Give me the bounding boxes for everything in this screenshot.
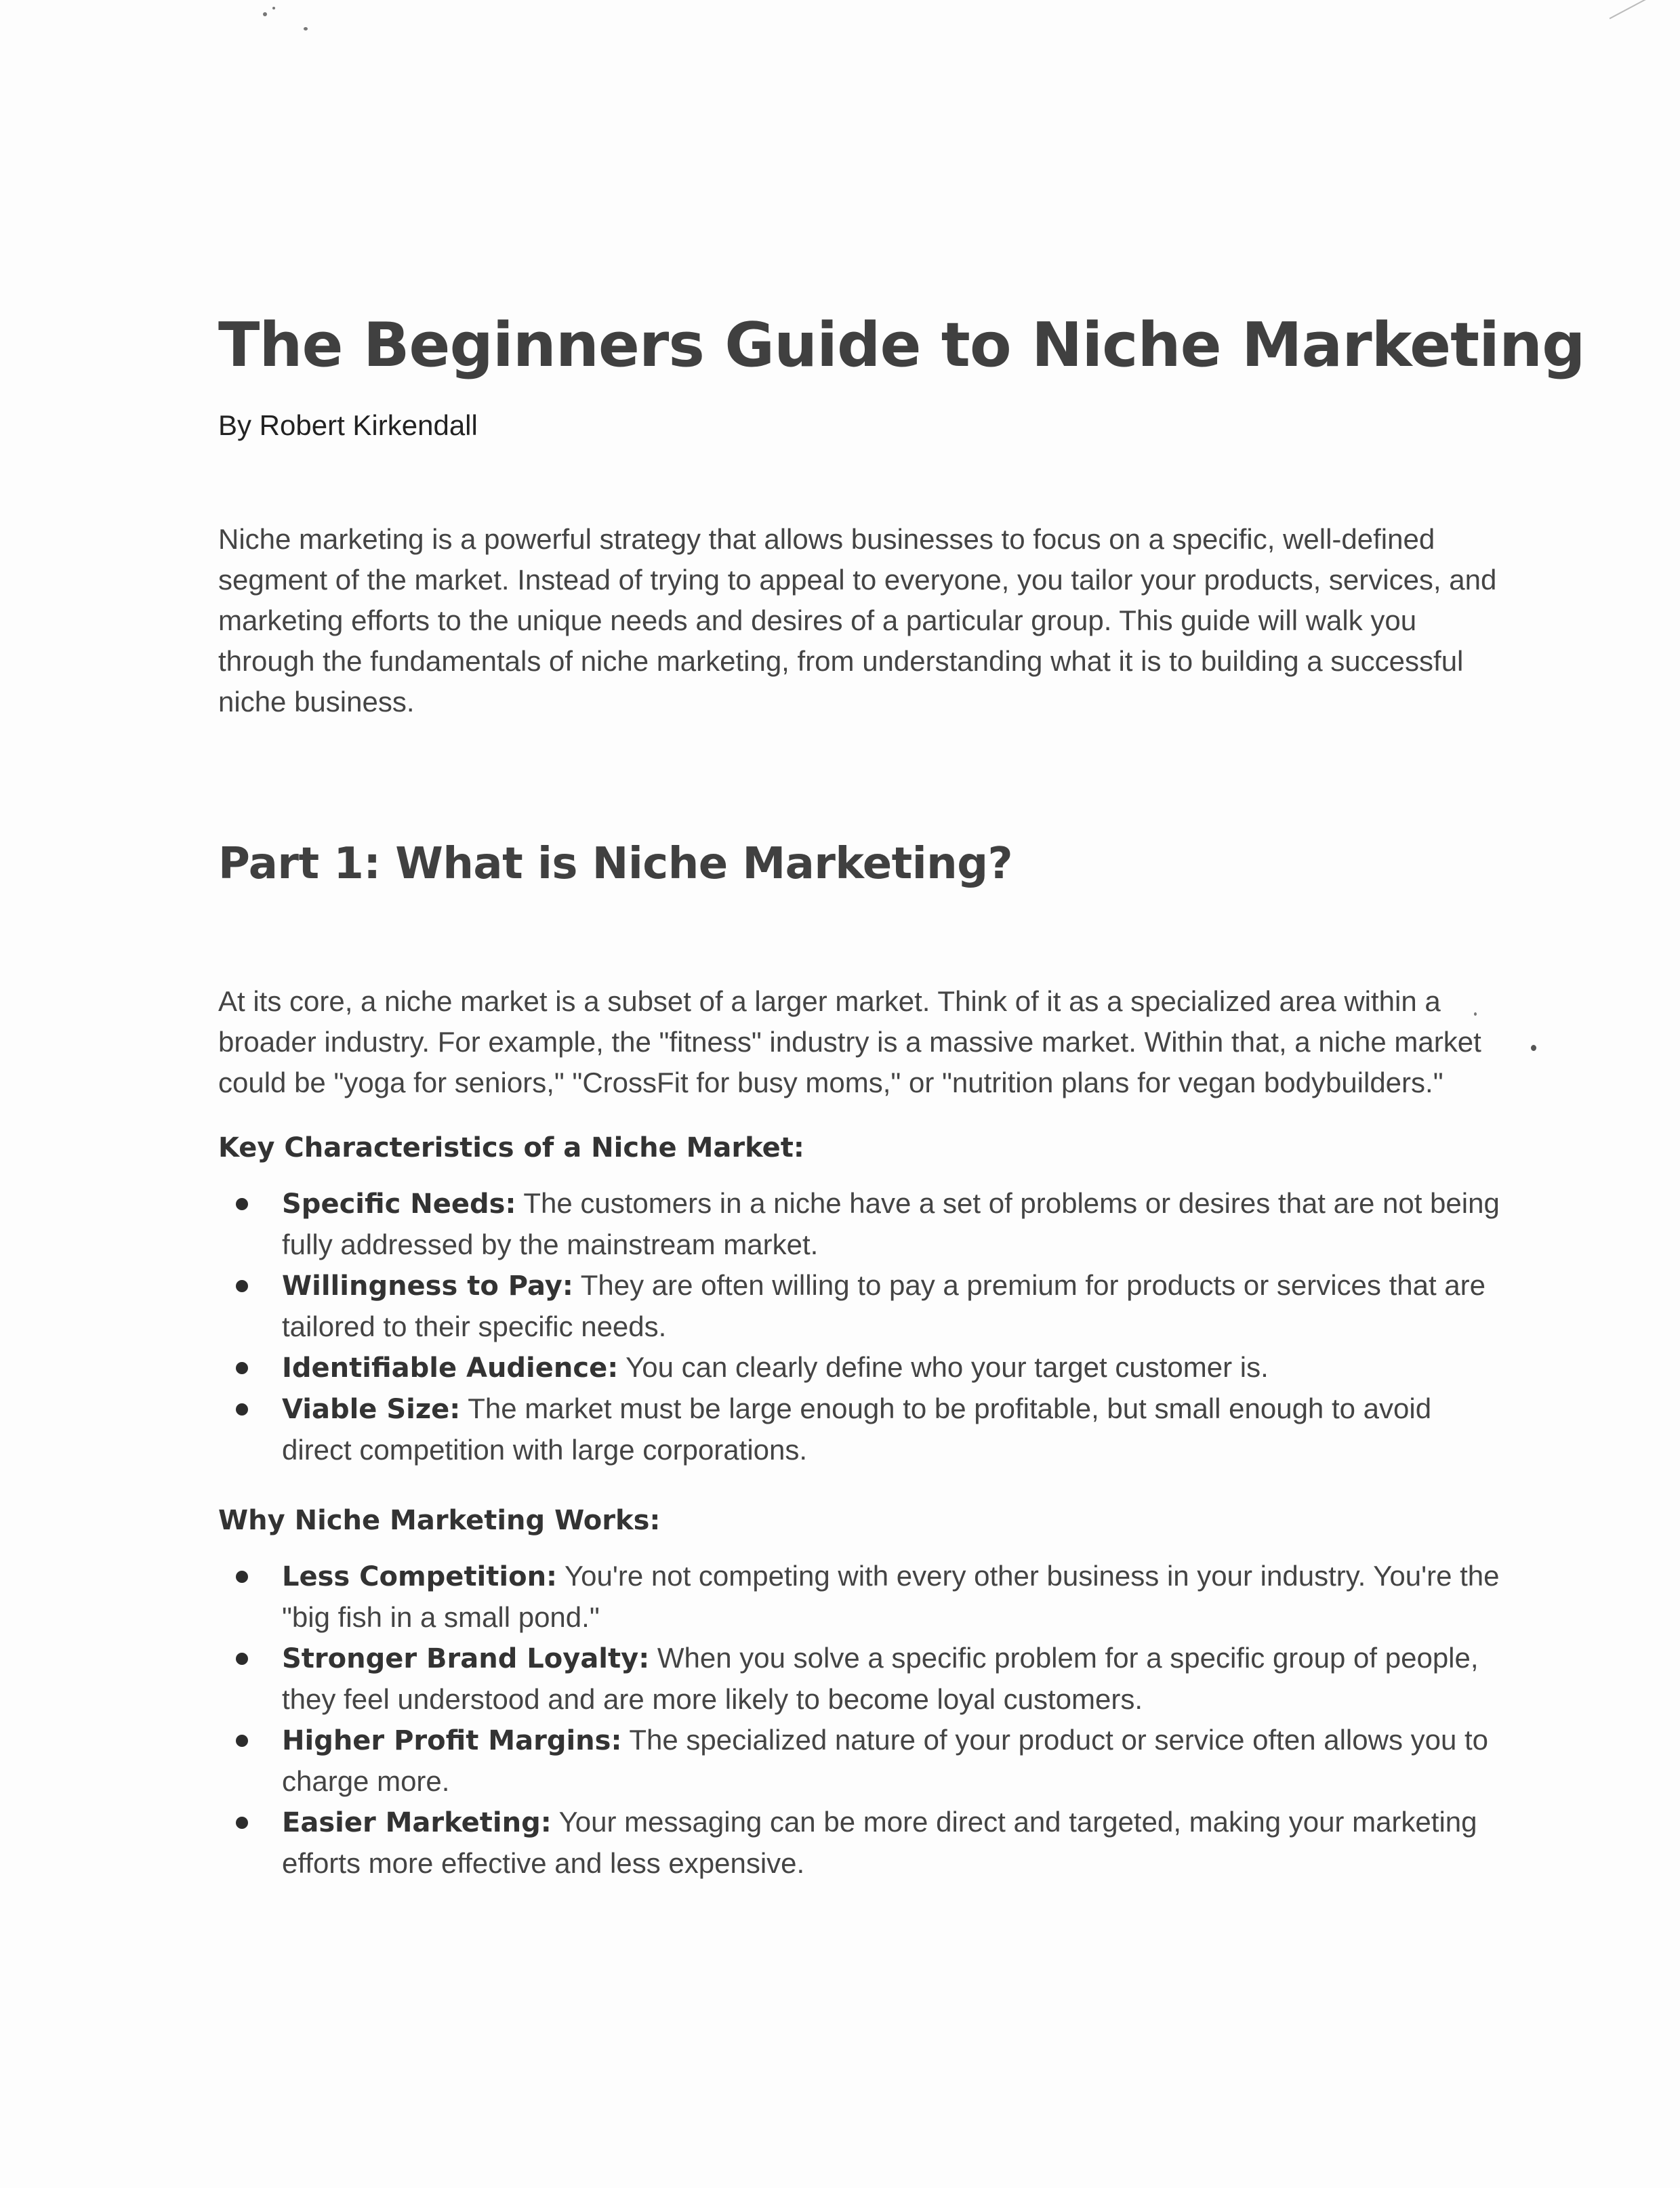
part1-paragraph: At its core, a niche market is a subset of a larger market. Think of it as a specialized area within a broader industry. For example, the "fitness" industry is a massive market. Within that, a niche market could be "yoga for seniors," "CrossFit for busy moms," or "nutrition plans for vegan bodybuilders." bbox=[218, 985, 1481, 1098]
bullet-icon bbox=[236, 1198, 248, 1210]
scan-speck bbox=[263, 12, 267, 16]
bullet-icon bbox=[236, 1817, 248, 1829]
why-heading: Why Niche Marketing Works: bbox=[218, 1505, 661, 1536]
list-item bbox=[218, 1265, 1506, 1347]
list-item-term: Specific Needs: bbox=[282, 1189, 516, 1220]
list-item-term: Identifiable Audience: bbox=[282, 1353, 619, 1384]
list-item-term: Willingness to Pay: bbox=[282, 1271, 573, 1302]
document-title: The Beginners Guide to Niche Marketing bbox=[218, 310, 1585, 381]
list-item-term: Stronger Brand Loyalty: bbox=[282, 1643, 650, 1674]
list-item bbox=[218, 1802, 1506, 1884]
list-item bbox=[218, 1720, 1506, 1802]
list-item bbox=[218, 1556, 1506, 1638]
list-item-term: Less Competition: bbox=[282, 1561, 558, 1592]
list-item-text: They are often willing to pay a premium for products or services that are tailored to their specific needs. bbox=[282, 1269, 1486, 1342]
part1-heading: Part 1: What is Niche Marketing? bbox=[218, 839, 1013, 889]
list-item-text: The market must be large enough to be profitable, but small enough to avoid direct competition with large corporations. bbox=[282, 1392, 1432, 1466]
list-item-text: You can clearly define who your target customer is. bbox=[618, 1351, 1269, 1383]
scan-mark bbox=[1610, 0, 1652, 19]
bullet-icon bbox=[236, 1362, 248, 1374]
bullet-icon bbox=[236, 1571, 248, 1583]
scan-speck bbox=[304, 27, 308, 30]
intro-paragraph: Niche marketing is a powerful strategy that allows businesses to focus on a specific, well-defined segment of the market. Instead of trying to appeal to everyone, you tailor your products, services, and marketing efforts to the unique needs and desires of a particular group. This guide will walk you through the fundamentals of niche marketing, from understanding what it is to building a successful niche business. bbox=[218, 523, 1497, 718]
bullet-icon bbox=[236, 1280, 248, 1292]
why-list bbox=[218, 1556, 1506, 1884]
list-item-text: Your messaging can be more direct and targeted, making your marketing efforts more effective and less expensive. bbox=[282, 1806, 1477, 1879]
list-item-text: The customers in a niche have a set of problems or desires that are not being fully addressed by the mainstream market. bbox=[282, 1187, 1500, 1260]
list-item bbox=[218, 1638, 1506, 1720]
characteristics-heading: Key Characteristics of a Niche Market: bbox=[218, 1132, 804, 1163]
list-item-text: You're not competing with every other business in your industry. You're the "big fish in a small pond." bbox=[282, 1560, 1500, 1633]
scan-speck bbox=[272, 7, 275, 9]
list-item bbox=[218, 1388, 1506, 1470]
bullet-icon bbox=[236, 1403, 248, 1416]
list-item-term: Higher Profit Margins: bbox=[282, 1725, 622, 1756]
author-byline: By Robert Kirkendall bbox=[218, 409, 478, 441]
list-item-term: Easier Marketing: bbox=[282, 1807, 552, 1838]
list-item-term: Viable Size: bbox=[282, 1394, 461, 1425]
list-item-text: The specialized nature of your product or service often allows you to charge more. bbox=[282, 1724, 1489, 1797]
list-item-text: When you solve a specific problem for a specific group of people, they feel understood and are more likely to become loyal customers. bbox=[282, 1642, 1479, 1715]
bullet-icon bbox=[236, 1735, 248, 1747]
list-item bbox=[218, 1183, 1506, 1265]
list-item bbox=[218, 1347, 1506, 1388]
scan-speck bbox=[1531, 1045, 1536, 1051]
document-page bbox=[218, 298, 1585, 1884]
characteristics-list bbox=[218, 1183, 1506, 1470]
bullet-icon bbox=[236, 1653, 248, 1665]
